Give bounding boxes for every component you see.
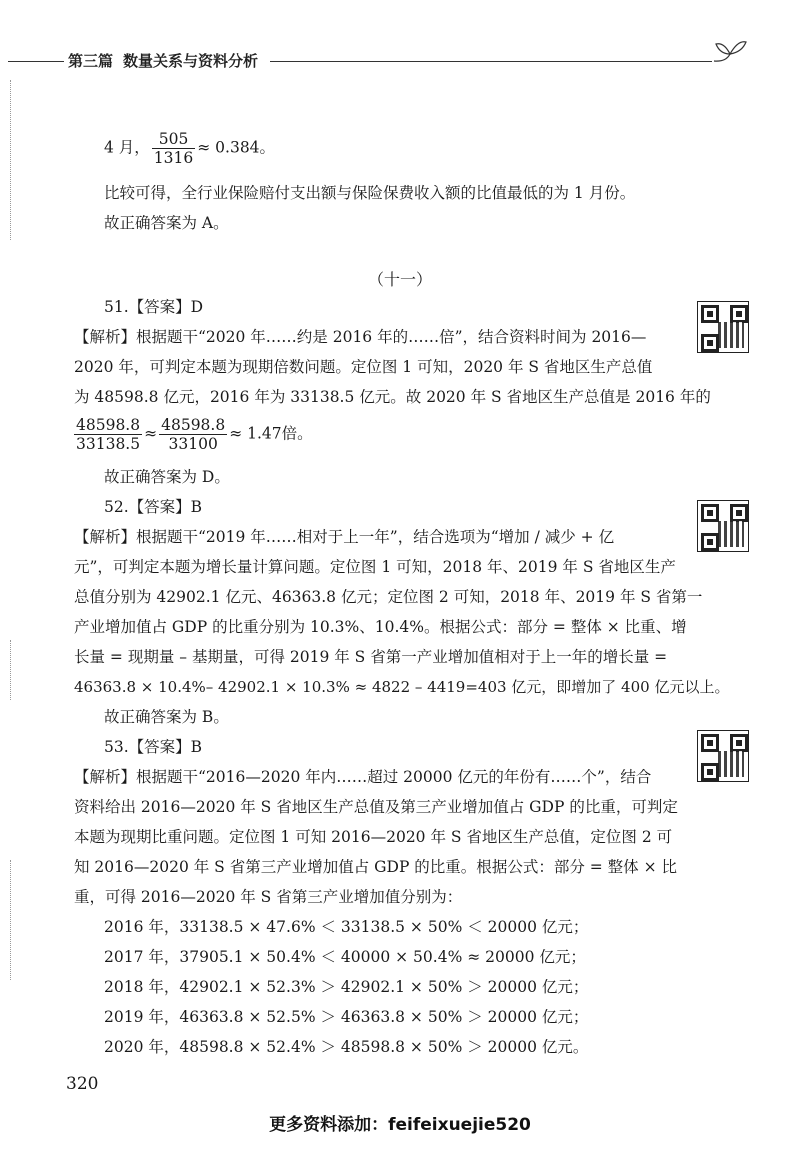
q51-answer: 故正确答案为 D。 <box>104 468 230 486</box>
q51-f2-denominator: 33100 <box>168 435 218 453</box>
leaf-ornament-icon <box>712 36 748 66</box>
april-denominator: 1316 <box>153 149 194 167</box>
q53-line-1: 【解析】根据题干“2016—2020 年内……超过 20000 亿元的年份有……个”，结合 <box>74 768 652 786</box>
q52-line-2: 元”，可判定本题为增长量计算问题。定位图 1 可知，2018 年、2019 年 S 省地区生产 <box>74 558 676 576</box>
april-numerator: 505 <box>152 130 195 149</box>
header-rule-left <box>8 61 68 62</box>
q53-line-5: 重，可得 2016—2020 年 S 省第三产业增加值分别为： <box>74 888 463 906</box>
q53-row-2020: 2020 年，48598.8 × 52.4% ＞ 48598.8 × 50% ＞ 20000 亿元。 <box>104 1038 589 1056</box>
q52-line-3: 总值分别为 42902.1 亿元、46363.8 亿元；定位图 2 可知，2018 年、2019 年 S 省第一 <box>74 588 703 606</box>
binding-dots-bottom <box>10 860 13 980</box>
q53-row-2019: 2019 年，46363.8 × 52.5% ＞ 46363.8 × 50% ＞ 20000 亿元； <box>104 1008 589 1026</box>
footer-contact: 更多资料添加：feifeixuejie520 <box>269 1115 531 1135</box>
q51-f1-numerator: 48598.8 <box>76 416 141 434</box>
q52-line-5: 长量 = 现期量 – 基期量，可得 2019 年 S 省第一产业增加值相对于上一年的增长量 = <box>74 648 668 666</box>
q51-fraction-suffix: ≈ 1.47倍。 <box>229 424 313 443</box>
q51-line-3: 为 48598.8 亿元，2016 年为 33138.5 亿元。故 2020 年 S 省地区生产总值是 2016 年的 <box>74 388 711 406</box>
q52-line-1: 【解析】根据题干“2019 年……相对于上一年”，结合选项为“增加 / 减少 + 亿 <box>74 528 615 546</box>
q51-f2-numerator: 48598.8 <box>161 416 226 434</box>
running-header <box>64 50 262 71</box>
q53-row-2016: 2016 年，33138.5 × 47.6% ＜ 33138.5 × 50% ＜ 20000 亿元； <box>104 918 589 936</box>
q53-line-4: 知 2016—2020 年 S 省第三产业增加值占 GDP 的比重。根据公式：部分 = 整体 × 比 <box>74 858 677 876</box>
q51-line-2: 2020 年，可判定本题为现期倍数问题。定位图 1 可知，2020 年 S 省地区生产总值 <box>74 358 653 376</box>
q52-line-6: 46363.8 × 10.4%– 42902.1 × 10.3% ≈ 4822 – 4419=403 亿元，即增加了 400 亿元以上。 <box>74 678 730 696</box>
compare-line: 比较可得，全行业保险赔付支出额与保险保费收入额的比值最低的为 1 月份。 <box>104 184 636 202</box>
q53-row-2018: 2018 年，42902.1 × 52.3% ＞ 42902.1 × 50% ＞ 20000 亿元； <box>104 978 589 996</box>
q53-line-2: 资料给出 2016—2020 年 S 省地区生产总值及第三产业增加值占 GDP 的比重，可判定 <box>74 798 678 816</box>
q51-fraction-2 <box>159 416 227 453</box>
q53-line-3: 本题为现期比重问题。定位图 1 可知 2016—2020 年 S 省地区生产总值，定位图 2 可 <box>74 828 673 846</box>
q53-heading: 53.【答案】B <box>104 738 203 756</box>
header-part: 第三篇 <box>68 52 114 70</box>
april-fraction <box>152 130 195 167</box>
section-title: （十一） <box>367 270 432 289</box>
intro-answer: 故正确答案为 A。 <box>104 214 229 232</box>
q51-f1-denominator: 33138.5 <box>76 435 141 453</box>
q51-fraction-line <box>72 416 313 453</box>
header-title: 数量关系与资料分析 <box>123 52 259 70</box>
header-rule-right <box>270 61 712 62</box>
q51-approx: ≈ <box>144 424 158 443</box>
qr-code-q53 <box>697 730 749 782</box>
binding-dots-top <box>10 80 13 240</box>
april-suffix: ≈ 0.384。 <box>197 138 276 157</box>
q52-line-4: 产业增加值占 GDP 的比重分别为 10.3%、10.4%。根据公式：部分 = 整体 × 比重、增 <box>74 618 687 636</box>
april-prefix: 4 月， <box>104 138 150 157</box>
qr-code-q52 <box>697 500 749 552</box>
binding-dots-mid <box>10 640 13 700</box>
qr-code-q51 <box>697 301 749 353</box>
q53-row-2017: 2017 年，37905.1 × 50.4% ＜ 40000 × 50.4% ≈ 20000 亿元； <box>104 948 586 966</box>
page-number: 320 <box>66 1074 99 1094</box>
april-line <box>104 130 275 167</box>
q51-line-1: 【解析】根据题干“2020 年……约是 2016 年的……倍”，结合资料时间为 2016— <box>74 328 647 346</box>
q51-heading: 51.【答案】D <box>104 298 204 316</box>
q51-fraction-1 <box>74 416 142 453</box>
q52-answer: 故正确答案为 B。 <box>104 708 229 726</box>
q52-heading: 52.【答案】B <box>104 498 203 516</box>
